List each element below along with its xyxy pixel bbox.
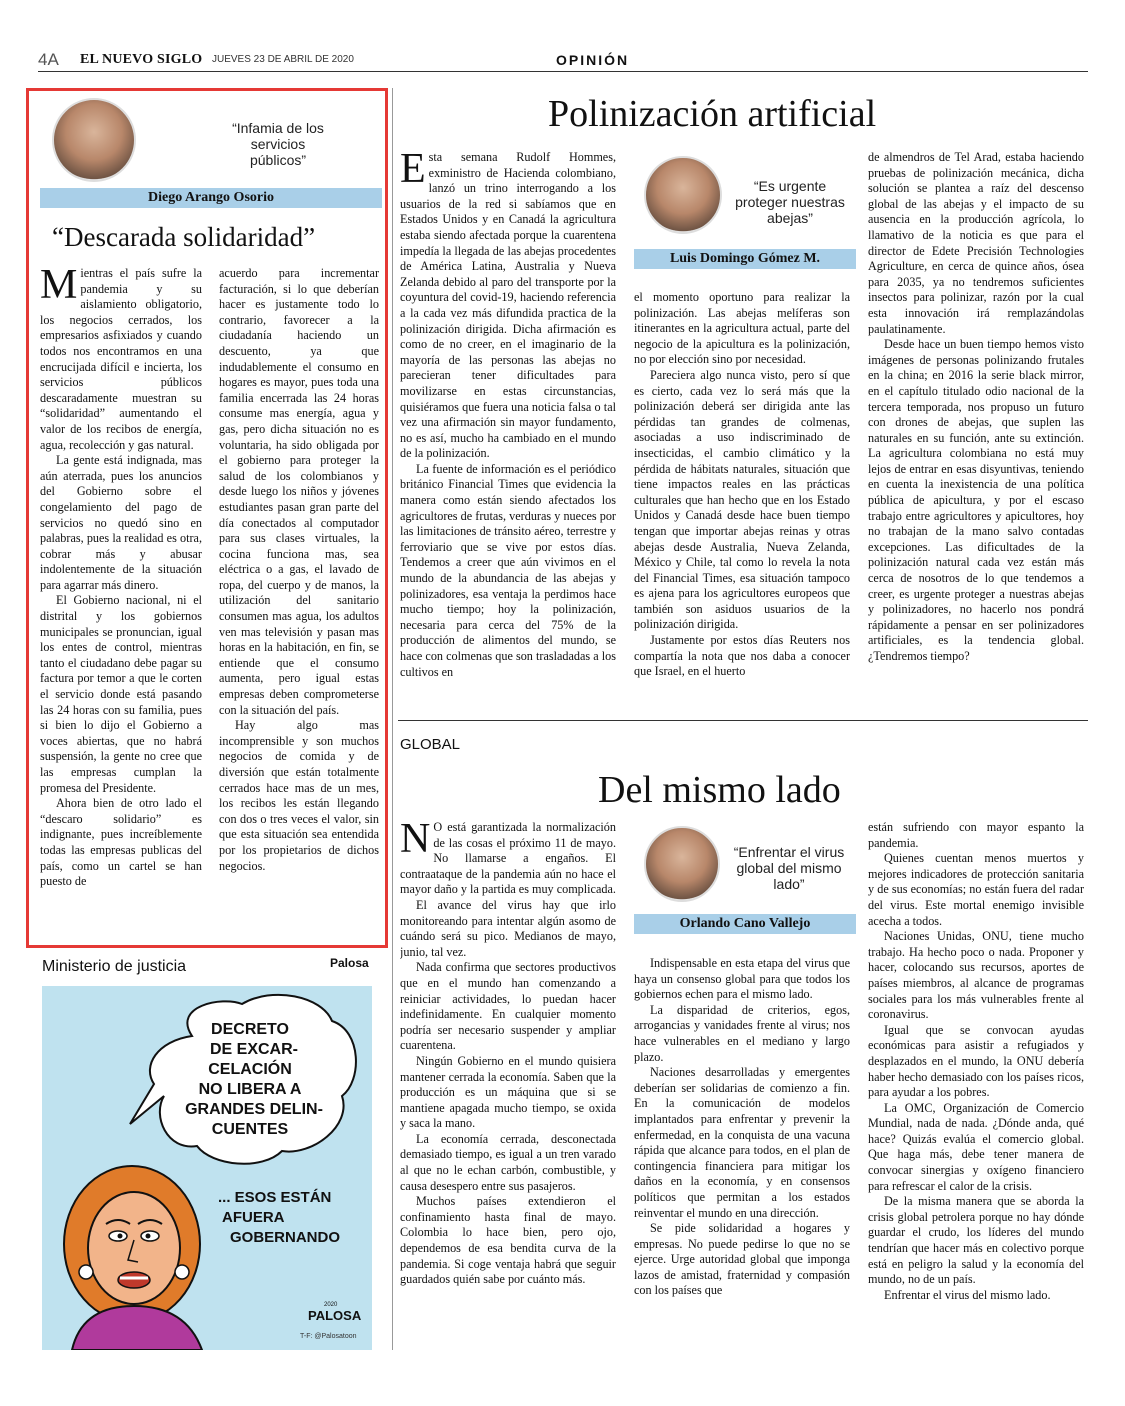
paragraph: de almendros de Tel Arad, estaba haciendo pruebas de polinización mecánica, dicha solución se plantea a raíz del descenso global de las abejas y el impacto de su ausencia en la producción agrícola, lo llamativo de la noticia es que para el director de Edete Precisión Technologies Agriculture, en cerca de quince años, ósea para 2035, ya no tendremos suficientes insectos para polinizar, razón por la cual esta innovación irá remplazándolas paulatinamente. xyxy=(868,150,1084,336)
article-1-col-1 xyxy=(40,266,202,936)
paragraph: La economía cerrada, desconectada demasiado tiempo, es igual a un tren varado al que no le echan carbón, combustible, y causa desespero entre sus pasajeros. xyxy=(400,1131,616,1193)
cartoon-signature: PALOSA xyxy=(308,1308,362,1323)
paragraph: El Gobierno nacional, ni el distrital y los gobiernos municipales se pronuncian, igual los entes de control, mientras tanto el ciudadano debe pagar su factura por temor a que le corten el servicio donde está pasando las 24 horas con su familia, pues si bien lo dijo el Gobierno a voces abiertas, que no habrá suspensión, la gente no cree que las empresas cumplan la promesa del Presidente. xyxy=(40,593,202,795)
cartoon-drawing xyxy=(42,986,372,1350)
section-name: OPINIÓN xyxy=(556,52,630,68)
issue-date: JUEVES 23 DE ABRIL DE 2020 xyxy=(212,54,354,65)
paragraph: La OMC, Organización de Comercio Mundial, nada de nada. ¿Dónde anda, qué hace? Quizás evalúa el comercio global. Que haga más, debe tener manera de convocar sinergias y oxígeno financiero para refrescar el calor de la crisis. xyxy=(868,1100,1084,1193)
author-photo-1 xyxy=(52,98,136,182)
bubble-text-line: CUENTES xyxy=(211,1121,289,1138)
paragraph: sta semana Rudolf Hommes, exministro de Hacienda colombiano, lanzó un trino interrogando a los usuarios de la red si sabíamos que en Estados Unidos y en Canadá la agricultura estaba siendo afectada porque la cuarentena impedía la llegada de las abejas procedentes de América Latina, Australia y Nueva Zelanda debido al paro del transporte por la coyuntura del covid-19, haciendo referencia a la cada vez más difundida practica de la polinización dirigida. Dicha afirmación es como de no creer, en el imaginario de la mayoría de las personas las abejas no parecieran tener dificultades para movilizarse en estas circunstancias, quisiéramos que fuera una noticia falsa o tal vez una afirmación sin mayor fundamento, no es así, mucho ha cambiado en el mundo de la polinización. xyxy=(400,150,616,461)
masthead xyxy=(38,50,1088,72)
section-divider xyxy=(398,720,1088,721)
bubble-text-line: DECRETO xyxy=(211,1021,289,1038)
dropcap: N xyxy=(400,820,431,862)
paragraph: Naciones desarrolladas y emergentes deberían ser solidarias de comienzo a fin. En la comunicación de modelos implantados para enfrentar y prevenir la enfermedad, en la conquista de una vacuna rápida que alcance para todos, en el plan de contingencia financiera para mitigar los daños en la economía, y en consensos políticos que permitan a los estados reinventar el mundo en una dirección. xyxy=(634,1065,850,1220)
cartoon-author: Palosa xyxy=(330,956,369,970)
paragraph: están sufriendo con mayor espanto la pandemia. xyxy=(868,820,1084,850)
author-box-1 xyxy=(40,96,382,212)
paragraph: ientras el país sufre la pandemia y su aislamiento obligatorio, los negocios cerrados, los empresarios asfixiados y cuando todos nos encontramos en una encrucijada difícil e incierta, los servicios públicos descaradamente muestran su “solidaridad” aumentando el valor de los recibos de energía, agua, recolección y gas natural. xyxy=(40,266,202,452)
author-photo-3 xyxy=(644,826,720,902)
paragraph: El avance del virus hay que irlo monitoreando para intentar algún asomo de cuándo será su pico. Medianos de mayo, junio, tal vez. xyxy=(400,897,616,959)
article-3-headline: Del mismo lado xyxy=(598,769,841,811)
page-number: 4A xyxy=(38,50,59,69)
pupil xyxy=(118,1234,123,1239)
cartoon-signature-year: 2020 xyxy=(324,1302,338,1308)
paragraph: De la misma manera que se aborda la crisis global petrolera porque no hay dónde guardar el crudo, los líderes del mundo tendrían que hacer más en colectivo porque está en peligro la salud y la economía del mundo, no de un país. xyxy=(868,1194,1084,1287)
article-3-col-2 xyxy=(634,956,850,1352)
bubble-text-line: AFUERA xyxy=(222,1209,285,1226)
newspaper-name: EL NUEVO SIGLO xyxy=(80,52,203,67)
paragraph: Justamente por estos días Reuters nos compartía la nota que nos daba a conocer que Israel, en el huerto xyxy=(634,633,850,679)
paragraph: Se pide solidaridad a hogares y empresas. No puede pedirse lo que no se ejerce. Urge autoridad global que imponga lazos de amistad, fraternidad y compasión con los países que xyxy=(634,1221,850,1298)
dropcap: E xyxy=(400,150,426,192)
pupil xyxy=(146,1234,151,1239)
paragraph: Ningún Gobierno en el mundo quisiera mantener cerrada la economía. Saben que la producción es un máquina que si se mantiene apagada mucho tiempo, se oxida y saca la mano. xyxy=(400,1053,616,1131)
paragraph: Enfrentar el virus del mismo lado. xyxy=(884,1287,1051,1302)
section-tag: GLOBAL xyxy=(400,736,461,753)
paragraph: Indispensable en esta etapa del virus que haya un consenso global para que todos los gobiernos echen para el mismo lado. xyxy=(634,956,850,1002)
author-name-1: Diego Arango Osorio xyxy=(40,188,382,208)
paragraph: Hay algo mas incomprensible y son muchos negocios de comida y de diversión que están totalmente cerrados hace mas de un mes, los recibos les están llegando con dos o tres veces el valor, sin que esta situación sea entendida por los propietarios de dichos negocios. xyxy=(219,718,379,873)
dropcap: M xyxy=(40,266,78,308)
author-quote-1: “Infamia de los servicios públicos” xyxy=(232,120,324,168)
author-quote-3: “Enfrentar el virus global del mismo lado” xyxy=(733,844,845,892)
cartoon xyxy=(42,986,372,1350)
article-3-col-3 xyxy=(868,820,1084,1352)
earring xyxy=(79,1265,93,1279)
column-rule xyxy=(392,88,393,1350)
bubble-text-line: DE EXCAR- xyxy=(209,1041,299,1058)
author-box-2 xyxy=(634,152,856,274)
bubble-text-line: GRANDES DELIN- xyxy=(185,1101,323,1118)
bubble-text-line: NO LIBERA A xyxy=(198,1081,302,1098)
paragraph: Ahora bien de otro lado el “descaro solidario” es indignante, pues increíblemente todas las empresas publicas del país, como un cartel se han puesto de xyxy=(40,796,202,889)
body xyxy=(72,1306,202,1350)
author-name-2: Luis Domingo Gómez M. xyxy=(634,249,856,269)
author-photo-2 xyxy=(644,156,722,234)
paragraph: La disparidad de criterios, egos, arrogancias y vanidades frente al virus; nos hace vulnerables en el mediano y largo plazo. xyxy=(634,1002,850,1064)
paragraph: Naciones Unidas, ONU, tiene mucho trabajo. Ha hecho poco o nada. Proponer y hacer, colocando sus recursos, aportes de países miembros, al alcance de programas sociales para los más vulnerables frente al coronavirus. xyxy=(868,929,1084,1022)
mouth xyxy=(118,1272,150,1288)
author-name-3: Orlando Cano Vallejo xyxy=(634,914,856,934)
bubble-text-line: ... ESOS ESTÁN xyxy=(218,1189,332,1206)
article-2-col-1 xyxy=(400,150,616,712)
bubble-text-line: CELACIÓN xyxy=(208,1061,292,1078)
paragraph: Desde hace un buen tiempo hemos visto imágenes de personas polinizando frutales en la china; en 2016 la serie black mirror, en el capítulo titulado odio nacional de la tercera temporada, nos propuso un futuro con drones de abejas, que suplen las naturales en su función, ante su extinción. La agricultura colombiana no está muy lejos de entrar en esas disyuntivas, teniendo en cuenta la inexistencia de una política pública de apicultura, y por el escaso trabajo entre agricultores y apicultores, hoy no trabajan de la mano salvo contadas excepciones. Las dificultades de la polinización natural cada vez están más cerca de nosotros de lo que tendemos a creer, es urgente proteger a nuestras abejas y polinizadores, no hacerlo nos pondrá rápidamente a pensar en ser polinizadores artificiales, es la tendencia global. ¿Tendremos tiempo? xyxy=(868,337,1084,663)
cartoon-credit: T-F: @Palosatoon xyxy=(300,1333,357,1340)
paragraph: La fuente de información es el periódico británico Financial Times que evidencia la manera como están siendo afectados los agricultores de frutas, verduras y nueces por las limitaciones de tránsito aéreo, terrestre y ferroviario que se vive por estos días. Tendemos a creer que aún vivimos en el mundo de la abundancia de las abejas y polinizadores, esa ventaja la perdimos hace mucho tiempo; hoy la polinización, necesaria para cerca del 75% de la producción de alimentos del mundo, se hace con colmenas que son trasladadas a los cultivos en xyxy=(400,461,616,679)
earring xyxy=(175,1265,189,1279)
article-1-headline: “Descarada solidaridad” xyxy=(52,222,316,252)
article-2-col-2 xyxy=(634,290,850,712)
paragraph: Pareciera algo nunca visto, pero sí que es cierto, cada vez lo será más que la polinización deberá ser dirigida ante las pérdidas tan grandes de colmenas, asociadas a uso indiscriminado de insecticidas, el cambio climático y la pérdida de hábitats naturales, situación que tiene impactos reales en las prácticas culturales que han hecho que en los Estado Unidos y Canadá desde hace buen tiempo tengan que importar abejas reinas y otras abejas desde Australia, Nueva Zelanda, México y Chile, tal como lo revela la nota del Financial Times, esa situación tampoco es ajena para los agricultores europeos que también son asiduos usuarios de la polinización dirigida. xyxy=(634,367,850,632)
paragraph: La gente está indignada, mas aún aterrada, pues los anuncios del Gobierno sobre el congelamiento del pago de servicios no quedó sino en palabras, pues la realidad es otra, cobrar más y abusar indolentemente de la situación para agarrar más dinero. xyxy=(40,453,202,592)
paragraph: O está garantizada la normalización de las cosas el próximo 11 de mayo. No llamarse a engaños. El contraataque de la pandemia aún no hace el mayor daño y la partida es muy complicada. xyxy=(400,820,616,897)
article-2-col-3 xyxy=(868,150,1084,712)
paragraph: el momento oportuno para realizar la polinización. Las abejas melíferas son itinerantes en la agricultura actual, parte del negocio de la apicultura es la polinización, no por elección sino por necesidad. xyxy=(634,290,850,367)
article-1-col-2 xyxy=(219,266,379,936)
author-quote-2: “Es urgente proteger nuestras abejas” xyxy=(735,178,845,226)
paragraph: Nada confirma que sectores productivos que en el mundo han comenzando a reiniciar actividades, lo puedan hacer indefinidamente. En cualquier momento podría ser necesario suspender y ampliar cuarentena. xyxy=(400,960,616,1053)
cartoon-label: Ministerio de justicia xyxy=(42,958,187,975)
bubble-text-line: GOBERNANDO xyxy=(230,1229,341,1246)
paragraph: Muchos países extendieron el confinamiento hasta final de mayo. Colombia lo hace bien, pero ojo, dependemos de esa bendita curva de la pandemia. Si coge ventaja habrá que seguir guardados quién sabe por cuánto más. xyxy=(400,1194,616,1287)
paragraph: Igual que se convocan ayudas económicas para asistir a refugiados y desplazados en el mundo, la ONU debería haber hecho demasiado con los países ricos, para ayudar a los pobres. xyxy=(868,1022,1084,1100)
article-2-headline: Polinización artificial xyxy=(548,93,877,135)
paragraph: acuerdo para incrementar facturación, si lo que deberían hacer es justamente todo lo contrario, favorecer a la ciudadanía haciendo un descuento, ya que indudablemente el consumo en hogares es mayor, pues toda una familia encerrada las 24 horas consume mas energía, agua y gas, pero dicha situación no es voluntaria, ha sido obligada por el gobierno para proteger la salud de los colombianos y desde luego los niños y jóvenes estudiantes pasan gran parte del día conectados al computador para sus clases virtuales, la cocina funciona mas, sea eléctrica o a gas, el lavado de ropa, del cuerpo y de manos, la utilización del sanitario consumen mas agua, los adultos ven mas televisión y pasan mas horas en la habitación, en fin, se entiende que el consumo aumenta, pero igual estas empresas deben comprometerse con la situación del país. xyxy=(219,266,379,717)
article-3-col-1 xyxy=(400,820,616,1352)
paragraph: Quienes cuentan menos muertos y mejores indicadores de protección sanitaria y de sus economías; no están fuera del radar del virus. Este mortal enemigo invisible acecha a todos. xyxy=(868,851,1084,928)
author-box-3 xyxy=(634,822,856,938)
